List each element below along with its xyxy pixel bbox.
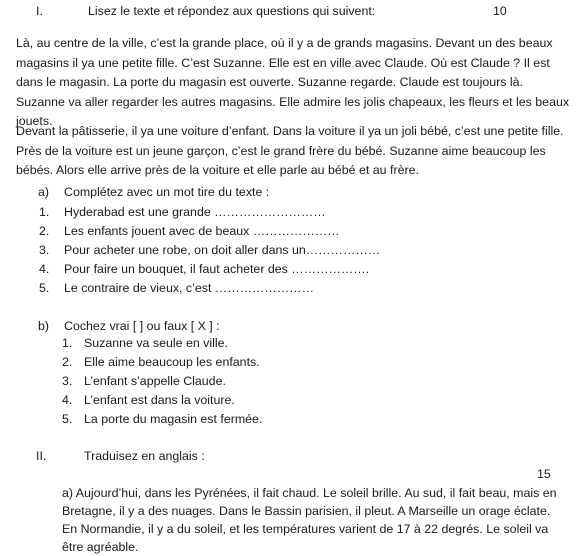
part-a-item-number: 3. <box>39 243 50 257</box>
part-a-instruction: Complétez avec un mot tire du texte : <box>64 185 270 199</box>
part-a-item-number: 5. <box>39 281 50 295</box>
part-b-item-text: Suzanne va seule en ville. <box>84 336 228 350</box>
part-b-label: b) <box>38 319 50 333</box>
passage-paragraph-2: Devant la pâtisserie, il ya une voiture d’enfant. Dans la voiture il ya un joli bébé, c’est une petite fille. Près de la voiture est un jeune garçon, c’est le grand frère du bébé. Suzanne aime beaucoup les bébés. Alors elle arrive près de la voiture et elle parle au bébé et au frère. <box>16 124 564 177</box>
part-a-item-text: Le contraire de vieux, c’est …………………… <box>64 281 314 295</box>
part-a-item-number: 4. <box>39 262 50 276</box>
section-number: II. <box>36 449 47 463</box>
part-a-item-number: 1. <box>39 205 50 219</box>
part-b-item-number: 1. <box>62 336 73 350</box>
section-marks: 10 <box>493 4 507 18</box>
part-b-item-text: L’enfant s’appelle Claude. <box>84 374 226 388</box>
part-a-item-text: Les enfants jouent avec de beaux ………………… <box>64 224 340 238</box>
part-a-item-text: Pour acheter une robe, on doit aller dans un……………… <box>64 243 381 257</box>
section-marks: 15 <box>537 467 551 481</box>
translation-paragraph: a) Aujourd’hui, dans les Pyrénées, il fait chaud. Le soleil brille. Au sud, il fait beau, mais en Bretagne, il y a des nuages. Dans le Bassin parisien, il pleut. A Marseille un orage éclate. En Normandie, il y a du soleil, et les températures varient de 17 à 22 degrés. Le soleil va être agréable. <box>62 486 557 554</box>
part-b-instruction: Cochez vrai [ ] ou faux [ X ] : <box>64 319 220 333</box>
part-b-item-text: La porte du magasin est fermée. <box>84 412 263 426</box>
part-a-item-text: Hyderabad est une grande ……………………… <box>64 205 326 219</box>
part-b-item-text: Elle aime beaucoup les enfants. <box>84 355 260 369</box>
part-b-item-number: 4. <box>62 393 73 407</box>
section-number: I. <box>36 4 43 18</box>
part-b-item-number: 3. <box>62 374 73 388</box>
section-heading: Traduisez en anglais : <box>84 449 205 463</box>
part-b-item-number: 2. <box>62 355 73 369</box>
part-b-item-number: 5. <box>62 412 73 426</box>
section-heading: Lisez le texte et répondez aux questions qui suivent: <box>88 4 376 18</box>
part-b-item-text: L’enfant est dans la voiture. <box>84 393 235 407</box>
part-a-item-number: 2. <box>39 224 50 238</box>
part-a-item-text: Pour faire un bouquet, il faut acheter des ………………. <box>64 262 370 276</box>
part-a-label: a) <box>38 185 50 199</box>
passage-paragraph-1: Là, au centre de la ville, c’est la grande place, où il y a de grands magasins. Devant un des beaux magasins il ya une petite fille. C’est Suzanne. Elle est en ville avec Claude. Où est Claude ? Il est dans le magasin. La porte du magasin est ouverte. Suzanne regarde. Claude est toujours là. Suzanne va aller regarder les autres magasins. Elle admire les jolis chapeaux, les fleurs et les beaux jouets. <box>16 36 570 128</box>
